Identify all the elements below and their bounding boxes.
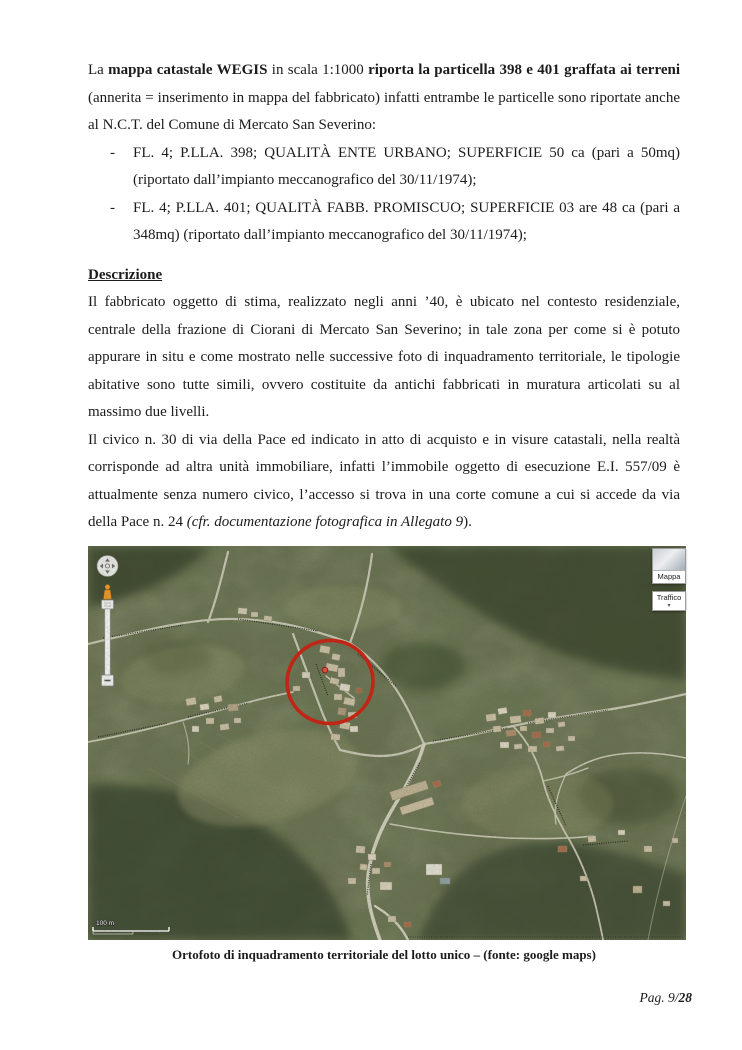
figure-caption: Ortofoto di inquadramento territoriale del lotto unico – (fonte: google maps) bbox=[172, 946, 596, 962]
italic-reference-text: (cfr. documentazione fotografica in Allegato 9 bbox=[186, 514, 464, 530]
satellite-map-image bbox=[88, 546, 686, 940]
bold-text: riporta la particella 398 e 401 graffata ai terreni bbox=[368, 62, 680, 78]
paragraph-descrizione-1: Il fabbricato oggetto di stima, realizzato negli anni ’40, è ubicato nel contesto residenziale, centrale della frazione di Ciorani di Mercato San Severino; in tale zona per come si è potuto appurare in situ e come mostrato nelle successive foto di inquadramento territoriale, le tipologie abitative sono tutte simili, ovvero costituite da antichi fabbricati in muratura articolati su al massimo due livelli. bbox=[88, 294, 680, 420]
paragraph-descrizione-2 bbox=[88, 427, 680, 537]
list-bullet: - bbox=[110, 199, 115, 216]
page-number-total: 28 bbox=[678, 989, 692, 1005]
traffic-layer-button[interactable] bbox=[652, 591, 686, 611]
map-thumbnail-icon bbox=[653, 549, 685, 571]
list-item-particella-398 bbox=[88, 140, 680, 195]
map-type-button-mappa[interactable] bbox=[652, 548, 686, 584]
page-number-prefix: Pag. 9/ bbox=[639, 989, 679, 1005]
map-layer-buttons bbox=[652, 548, 686, 611]
page-number bbox=[88, 990, 692, 1006]
list-bullet: - bbox=[110, 144, 115, 161]
satellite-map-figure bbox=[88, 546, 686, 940]
map-type-button-label: Mappa bbox=[657, 571, 681, 581]
paragraph-text: ). bbox=[463, 514, 472, 530]
section-heading-descrizione: Descrizione bbox=[88, 266, 163, 283]
paragraph-text: La bbox=[88, 62, 109, 78]
list-item-text: FL. 4; P.LLA. 398; QUALITÀ ENTE URBANO; SUPERFICIE 50 ca (pari a 50mq) (riportato dall’impianto meccanografico del 30/11/1974); bbox=[133, 144, 680, 188]
chevron-down-icon: ▾ bbox=[667, 602, 671, 609]
traffic-button-label: Traffico bbox=[656, 592, 682, 602]
paragraph-text: in scala 1:1000 bbox=[267, 62, 369, 78]
bold-text: mappa catastale WEGIS bbox=[108, 62, 268, 78]
paragraph-text: (annerita = inserimento in mappa del fabbricato) infatti entrambe le particelle sono riportate anche al N.C.T. del Comune di Mercato San Severino: bbox=[88, 89, 680, 133]
paragraph-text: Il civico n. 30 di via della Pace ed indicato in atto di acquisto e in visure catastali, nella realtà corrisponde ad altra unità immobiliare, infatti l’immobile oggetto di esecuzione E.I. 557/09 è attualmente senza numero civico, l’accesso si trova in una corte comune a cui si accede da via della Pace n. 24 bbox=[88, 431, 680, 530]
list-item-particella-401 bbox=[88, 195, 680, 250]
scale-label: 100 m bbox=[96, 919, 115, 927]
paragraph-catastale bbox=[88, 57, 680, 140]
list-item-text: FL. 4; P.LLA. 401; QUALITÀ FABB. PROMISCUO; SUPERFICIE 03 are 48 ca (pari a 348mq) (riportato dall’impianto meccanografico del 30/11/1974); bbox=[133, 199, 680, 243]
satellite-grain-texture bbox=[88, 546, 686, 940]
